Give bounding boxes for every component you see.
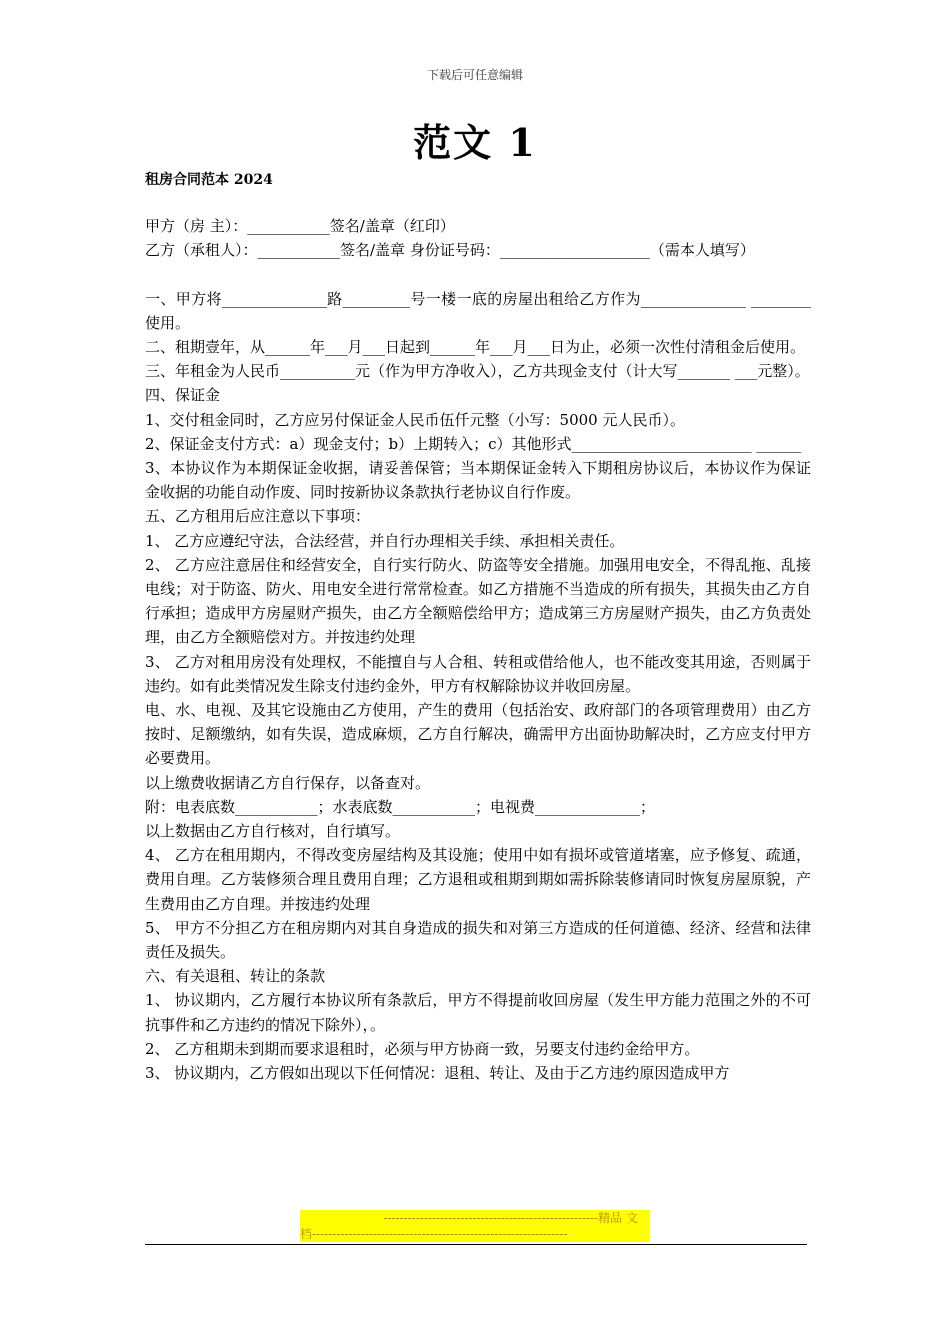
blank-line [145, 262, 811, 286]
footer-watermark [300, 1210, 650, 1242]
paragraph-meter-readings: 附：电表底数___________；水表底数___________；电视费______________； [145, 797, 656, 816]
paragraph-notes-2: 2、 乙方应注意居住和经营安全，自行实行防火、防盗等安全措施。加强用电安全，不得乱拖、乱接电线；对于防盗、防火、用电安全进行常常检查。如乙方措施不当造成的所有损失，其损失由乙方自行承担；造成甲方房屋财产损失，由乙方全额赔偿给甲方；造成第三方房屋财产损失，由乙方负责处理，由乙方全额赔偿对方。并按违约处理 [145, 555, 811, 647]
paragraph-deposit-3: 3、本协议作为本期保证金收据，请妥善保管；当本期保证金转入下期租房协议后，本协议作为保证金收据的功能自动作废、同时按新协议条款执行老协议自行作废。 [145, 459, 811, 502]
paragraph-self-check: 以上数据由乙方自行核对，自行填写。 [145, 822, 401, 841]
section-heading-deposit: 四、保证金 [145, 386, 221, 405]
section-heading-notes: 五、乙方租用后应注意以下事项： [145, 507, 371, 526]
contract-body [145, 214, 811, 1085]
footer-line-1: -----------------------------------------------------精品 文 [383, 1211, 638, 1225]
paragraph-clause-2: 二、租期壹年，从______年___月___日起到______年___月___日为止，必须一次性付清租金后使用。 [145, 338, 806, 356]
paragraph-termination-2: 2、 乙方租期未到期而要求退租时，必须与甲方协商一致，另要支付违约金给甲方。 [145, 1039, 700, 1058]
paragraph-party-a: 甲方（房 主）：___________签名/盖章（红印） [145, 217, 455, 235]
paragraph-notes-5: 5、 甲方不分担乙方在租房期内对其自身造成的损失和对第三方造成的任何道德、经济、经营和法律责任及损失。 [145, 918, 811, 962]
document-subtitle: 租房合同范本 2024 [145, 172, 273, 188]
page-title: 范文 1 [413, 120, 537, 165]
footer-line-2: 档--------------------------------------------------------------- [300, 1227, 568, 1241]
section-heading-termination: 六、有关退租、转让的条款 [145, 967, 326, 986]
paragraph-notes-3: 3、 乙方对租用房没有处理权，不能擅自与人合租、转租或借给他人，也不能改变其用途，否则属于违约。如有此类情况发生除支付违约金外，甲方有权解除协议并收回房屋。 [145, 652, 811, 695]
header-note: 下载后可任意编辑 [426, 68, 523, 82]
paragraph-deposit-2: 2、保证金支付方式：a）现金支付；b）上期转入；c）其他形式________________________ ______ [145, 434, 802, 453]
paragraph-notes-4: 4、 乙方在租用期内，不得改变房屋结构及其设施；使用中如有损坏或管道堵塞，应予修复、疏通，费用自理。乙方装修须合理且费用自理；乙方退租或租期到期如需拆除装修请同时恢复房屋原貌，产生费用由乙方自理。并按违约处理 [145, 846, 811, 913]
paragraph-notes-1: 1、 乙方应遵纪守法，合法经营，并自行办理相关手续、承担相关责任。 [145, 531, 625, 550]
paragraph-clause-3: 三、年租金为人民币__________元（作为甲方净收入），乙方共现金支付（计大写_______ ___元整）。 [145, 362, 810, 381]
paragraph-receipts: 以上缴费收据请乙方自行保存，以备查对。 [145, 773, 431, 792]
paragraph-party-b: 乙方（承租人）：___________签名/盖章 身份证号码：____________________（需本人填写） [145, 241, 755, 260]
paragraph-deposit-1: 1、交付租金同时，乙方应另付保证金人民币伍仟元整（小写：5000 元人民币）。 [145, 410, 685, 429]
paragraph-termination-3: 3、 协议期内，乙方假如出现以下任何情况：退租、转让、及由于乙方违约原因造成甲方 [145, 1064, 730, 1083]
footer-divider [145, 1244, 807, 1245]
paragraph-clause-1: 一、甲方将______________路_________号一楼一底的房屋出租给乙方作为______________ ________使用。 [145, 289, 811, 332]
paragraph-utilities: 电、水、电视、及其它设施由乙方使用，产生的费用（包括治安、政府部门的各项管理费用）由乙方按时、足额缴纳，如有失误，造成麻烦，乙方自行解决，确需甲方出面协助解决时，乙方应支付甲方必要费用。 [145, 701, 811, 768]
paragraph-termination-1: 1、 协议期内，乙方履行本协议所有条款后，甲方不得提前收回房屋（发生甲方能力范围之外的不可抗事件和乙方违约的情况下除外），。 [145, 991, 811, 1034]
